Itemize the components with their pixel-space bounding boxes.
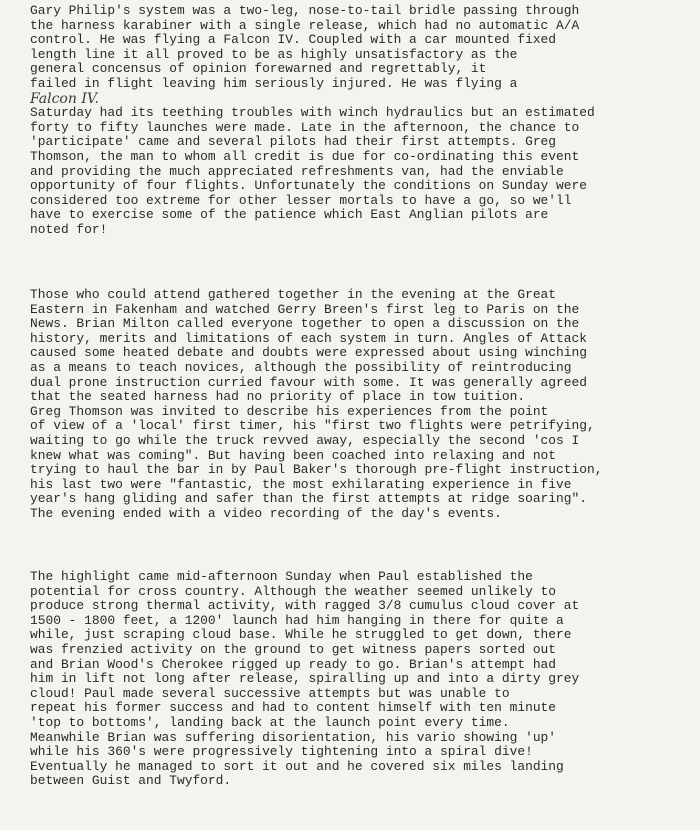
text-line: as a means to teach novices, although the possibility of reintroducing — [30, 359, 572, 375]
text-line: 'top to bottoms', landing back at the launch point every time. — [30, 714, 510, 730]
text-line: between Guist and Twyford. — [30, 773, 232, 789]
text-line: trying to haul the bar in by Paul Baker's thorough pre-flight instruction, — [30, 462, 603, 478]
text-line: News. Brian Milton called everyone together to open a discussion on the — [30, 316, 580, 332]
text-line: and Brian Wood's Cherokee rigged up ready to go. Brian's attempt had — [30, 656, 557, 672]
text-line: 1500 - 1800 feet, a 1200' launch had him hanging in there for quite a — [30, 612, 564, 628]
text-line: waiting to go while the truck revved away, especially the second 'cos I — [30, 432, 580, 448]
text-line: him in lift not long after release, spiralling up and into a dirty grey — [30, 671, 580, 687]
text-line: failed in flight leaving him seriously injured. He was flying a — [30, 75, 518, 91]
text-line: noted for! — [30, 221, 108, 237]
text-line: while, just scraping cloud base. While he struggled to get down, there — [30, 627, 572, 643]
text-line: year's hang gliding and safer than the first attempts at ridge soaring". — [30, 491, 587, 507]
text-line: have to exercise some of the patience which East Anglian pilots are — [30, 207, 549, 223]
text-line: The evening ended with a video recording of the day's events. — [30, 505, 502, 521]
paragraph-1 — [30, 4, 695, 238]
text-line: was frenzied activity on the ground to get witness papers sorted out — [30, 641, 557, 657]
text-line: dual prone instruction curried favour with some. It was generally agreed — [30, 374, 587, 390]
text-line: and providing the much appreciated refreshments van, had the enviable — [30, 163, 564, 179]
text-line: produce strong thermal activity, with ragged 3/8 cumulus cloud cover at — [30, 598, 580, 614]
text-line: while his 360's were progressively tightening into a spiral dive! — [30, 744, 533, 760]
text-line: his last two were "fantastic, the most exhilarating experience in five — [30, 476, 572, 492]
text-line: Saturday had its teething troubles with winch hydraulics but an estimated — [30, 105, 595, 121]
text-line: caused some heated debate and doubts were expressed about using winching — [30, 345, 587, 361]
text-line: considered too extreme for other lesser mortals to have a go, so we'll — [30, 192, 572, 208]
text-line: the harness karabiner with a single release, which had no automatic A/A — [30, 17, 580, 33]
text-line: Eventually he managed to sort it out and he covered six miles landing — [30, 758, 564, 774]
text-line: 'participate' came and several pilots had their first attempts. Greg — [30, 134, 557, 150]
paragraph-3 — [30, 570, 695, 789]
text-line: opportunity of four flights. Unfortunately the conditions on Sunday were — [30, 178, 587, 194]
text-line: Meanwhile Brian was suffering disorientation, his vario showing 'up' — [30, 729, 557, 745]
text-line: cloud! Paul made several successive attempts but was unable to — [30, 685, 510, 701]
text-line: of view of a 'local' first timer, his "first two flights were petrifying, — [30, 418, 595, 434]
text-line: control. He was flying a Falcon IV. Coupled with a car mounted fixed — [30, 32, 557, 48]
text-line: Greg Thomson was invited to describe his experiences from the point — [30, 403, 549, 419]
text-line: general concensus of opinion forewarned and regrettably, it — [30, 61, 487, 77]
text-line: knew what was coming". But having been coached into relaxing and not — [30, 447, 557, 463]
text-line: forty to fifty launches were made. Late in the afternoon, the chance to — [30, 119, 580, 135]
text-line: Eastern in Fakenham and watched Gerry Breen's first leg to Paris on the — [30, 301, 580, 317]
text-line: potential for cross country. Although the weather seemed unlikely to — [30, 583, 557, 599]
text-line: Those who could attend gathered together in the evening at the Great — [30, 287, 557, 302]
handwritten-note: Falcon IV. — [30, 90, 99, 107]
text-line: Gary Philip's system was a two-leg, nose-to-tail bridle passing through — [30, 3, 580, 18]
text-line: history, merits and limitations of each system in turn. Angles of Attack — [30, 330, 587, 346]
text-line: The highlight came mid-afternoon Sunday when Paul established the — [30, 569, 533, 584]
text-line: that the seated harness had no priority of place in tow tuition. — [30, 389, 526, 405]
text-line: repeat his former success and had to content himself with ten minute — [30, 700, 557, 716]
text-line: Thomson, the man to whom all credit is due for co-ordinating this event — [30, 148, 580, 164]
text-line: length line it all proved to be as highly unsatisfactory as the — [30, 46, 518, 62]
paragraph-2 — [30, 288, 695, 522]
